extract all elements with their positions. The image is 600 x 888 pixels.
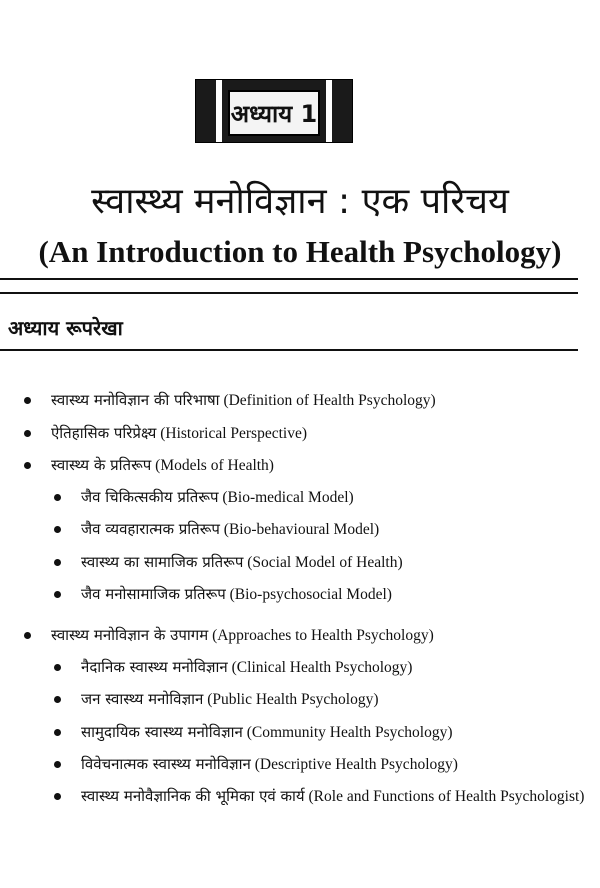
bullet-icon (24, 462, 31, 469)
item-english: (Public Health Psychology) (207, 691, 379, 708)
bullet-icon (24, 632, 31, 639)
list-item (54, 754, 458, 775)
list-item (54, 689, 379, 710)
bullet-icon (24, 430, 31, 437)
chapter-title-hindi: स्वास्थ्य मनोविज्ञान : एक परिचय (91, 181, 509, 222)
bullet-icon (54, 559, 61, 566)
list-item (24, 423, 307, 444)
list-item (54, 786, 591, 807)
chapter-title-english: (An Introduction to Health Psychology) (38, 234, 562, 269)
item-english: (Bio-behavioural Model) (223, 521, 380, 538)
divider (0, 349, 578, 351)
item-hindi: विवेचनात्मक स्वास्थ्य मनोविज्ञान (81, 755, 251, 773)
list-item (54, 657, 412, 678)
item-hindi: जैव चिकित्सकीय प्रतिरूप (81, 488, 219, 506)
bullet-icon (54, 591, 61, 598)
bullet-icon (54, 761, 61, 768)
item-english: (Bio-psychosocial Model) (229, 586, 392, 603)
item-hindi: ऐतिहासिक परिप्रेक्ष्य (51, 424, 157, 442)
item-hindi: स्वास्थ्य मनोवैज्ञानिक की भूमिका एवं कार्य (81, 787, 305, 805)
item-hindi: सामुदायिक स्वास्थ्य मनोविज्ञान (81, 723, 243, 741)
item-hindi: स्वास्थ्य के प्रतिरूप (51, 456, 152, 474)
bullet-icon (54, 729, 61, 736)
item-english: (Descriptive Health Psychology) (254, 756, 458, 773)
list-item (54, 722, 452, 743)
bullet-icon (54, 664, 61, 671)
item-english: (Community Health Psychology) (246, 724, 453, 741)
chapter-badge (196, 80, 352, 142)
item-english: (Social Model of Health) (247, 554, 403, 571)
item-hindi: स्वास्थ्य मनोविज्ञान के उपागम (51, 626, 209, 644)
list-item (24, 390, 436, 411)
bullet-icon (54, 526, 61, 533)
bullet-icon (54, 696, 61, 703)
list-item (54, 487, 354, 508)
item-hindi: जैव मनोसामाजिक प्रतिरूप (81, 585, 226, 603)
chapter-label: अध्याय 1 (228, 90, 320, 136)
item-hindi: नैदानिक स्वास्थ्य मनोविज्ञान (81, 658, 228, 676)
item-hindi: स्वास्थ्य का सामाजिक प्रतिरूप (81, 553, 244, 571)
list-item (24, 625, 434, 646)
divider (0, 292, 578, 294)
list-item (54, 519, 379, 540)
bullet-icon (24, 397, 31, 404)
item-english: (Historical Perspective) (160, 425, 307, 442)
divider (0, 278, 578, 280)
item-english: (Definition of Health Psychology) (223, 392, 436, 409)
list-item (54, 584, 392, 605)
list-item (24, 455, 274, 476)
item-english: (Bio-medical Model) (222, 489, 354, 506)
bullet-icon (54, 494, 61, 501)
item-english: (Models of Health) (155, 457, 274, 474)
item-english: (Role and Functions of Health Psychologist) (308, 788, 585, 805)
list-item (54, 552, 403, 573)
bullet-icon (54, 793, 61, 800)
item-hindi: स्वास्थ्य मनोविज्ञान की परिभाषा (51, 391, 220, 409)
outline-heading: अध्याय रूपरेखा (8, 316, 123, 340)
item-english: (Approaches to Health Psychology) (212, 627, 434, 644)
item-hindi: जैव व्यवहारात्मक प्रतिरूप (81, 520, 220, 538)
item-hindi: जन स्वास्थ्य मनोविज्ञान (81, 690, 204, 708)
item-english: (Clinical Health Psychology) (231, 659, 413, 676)
